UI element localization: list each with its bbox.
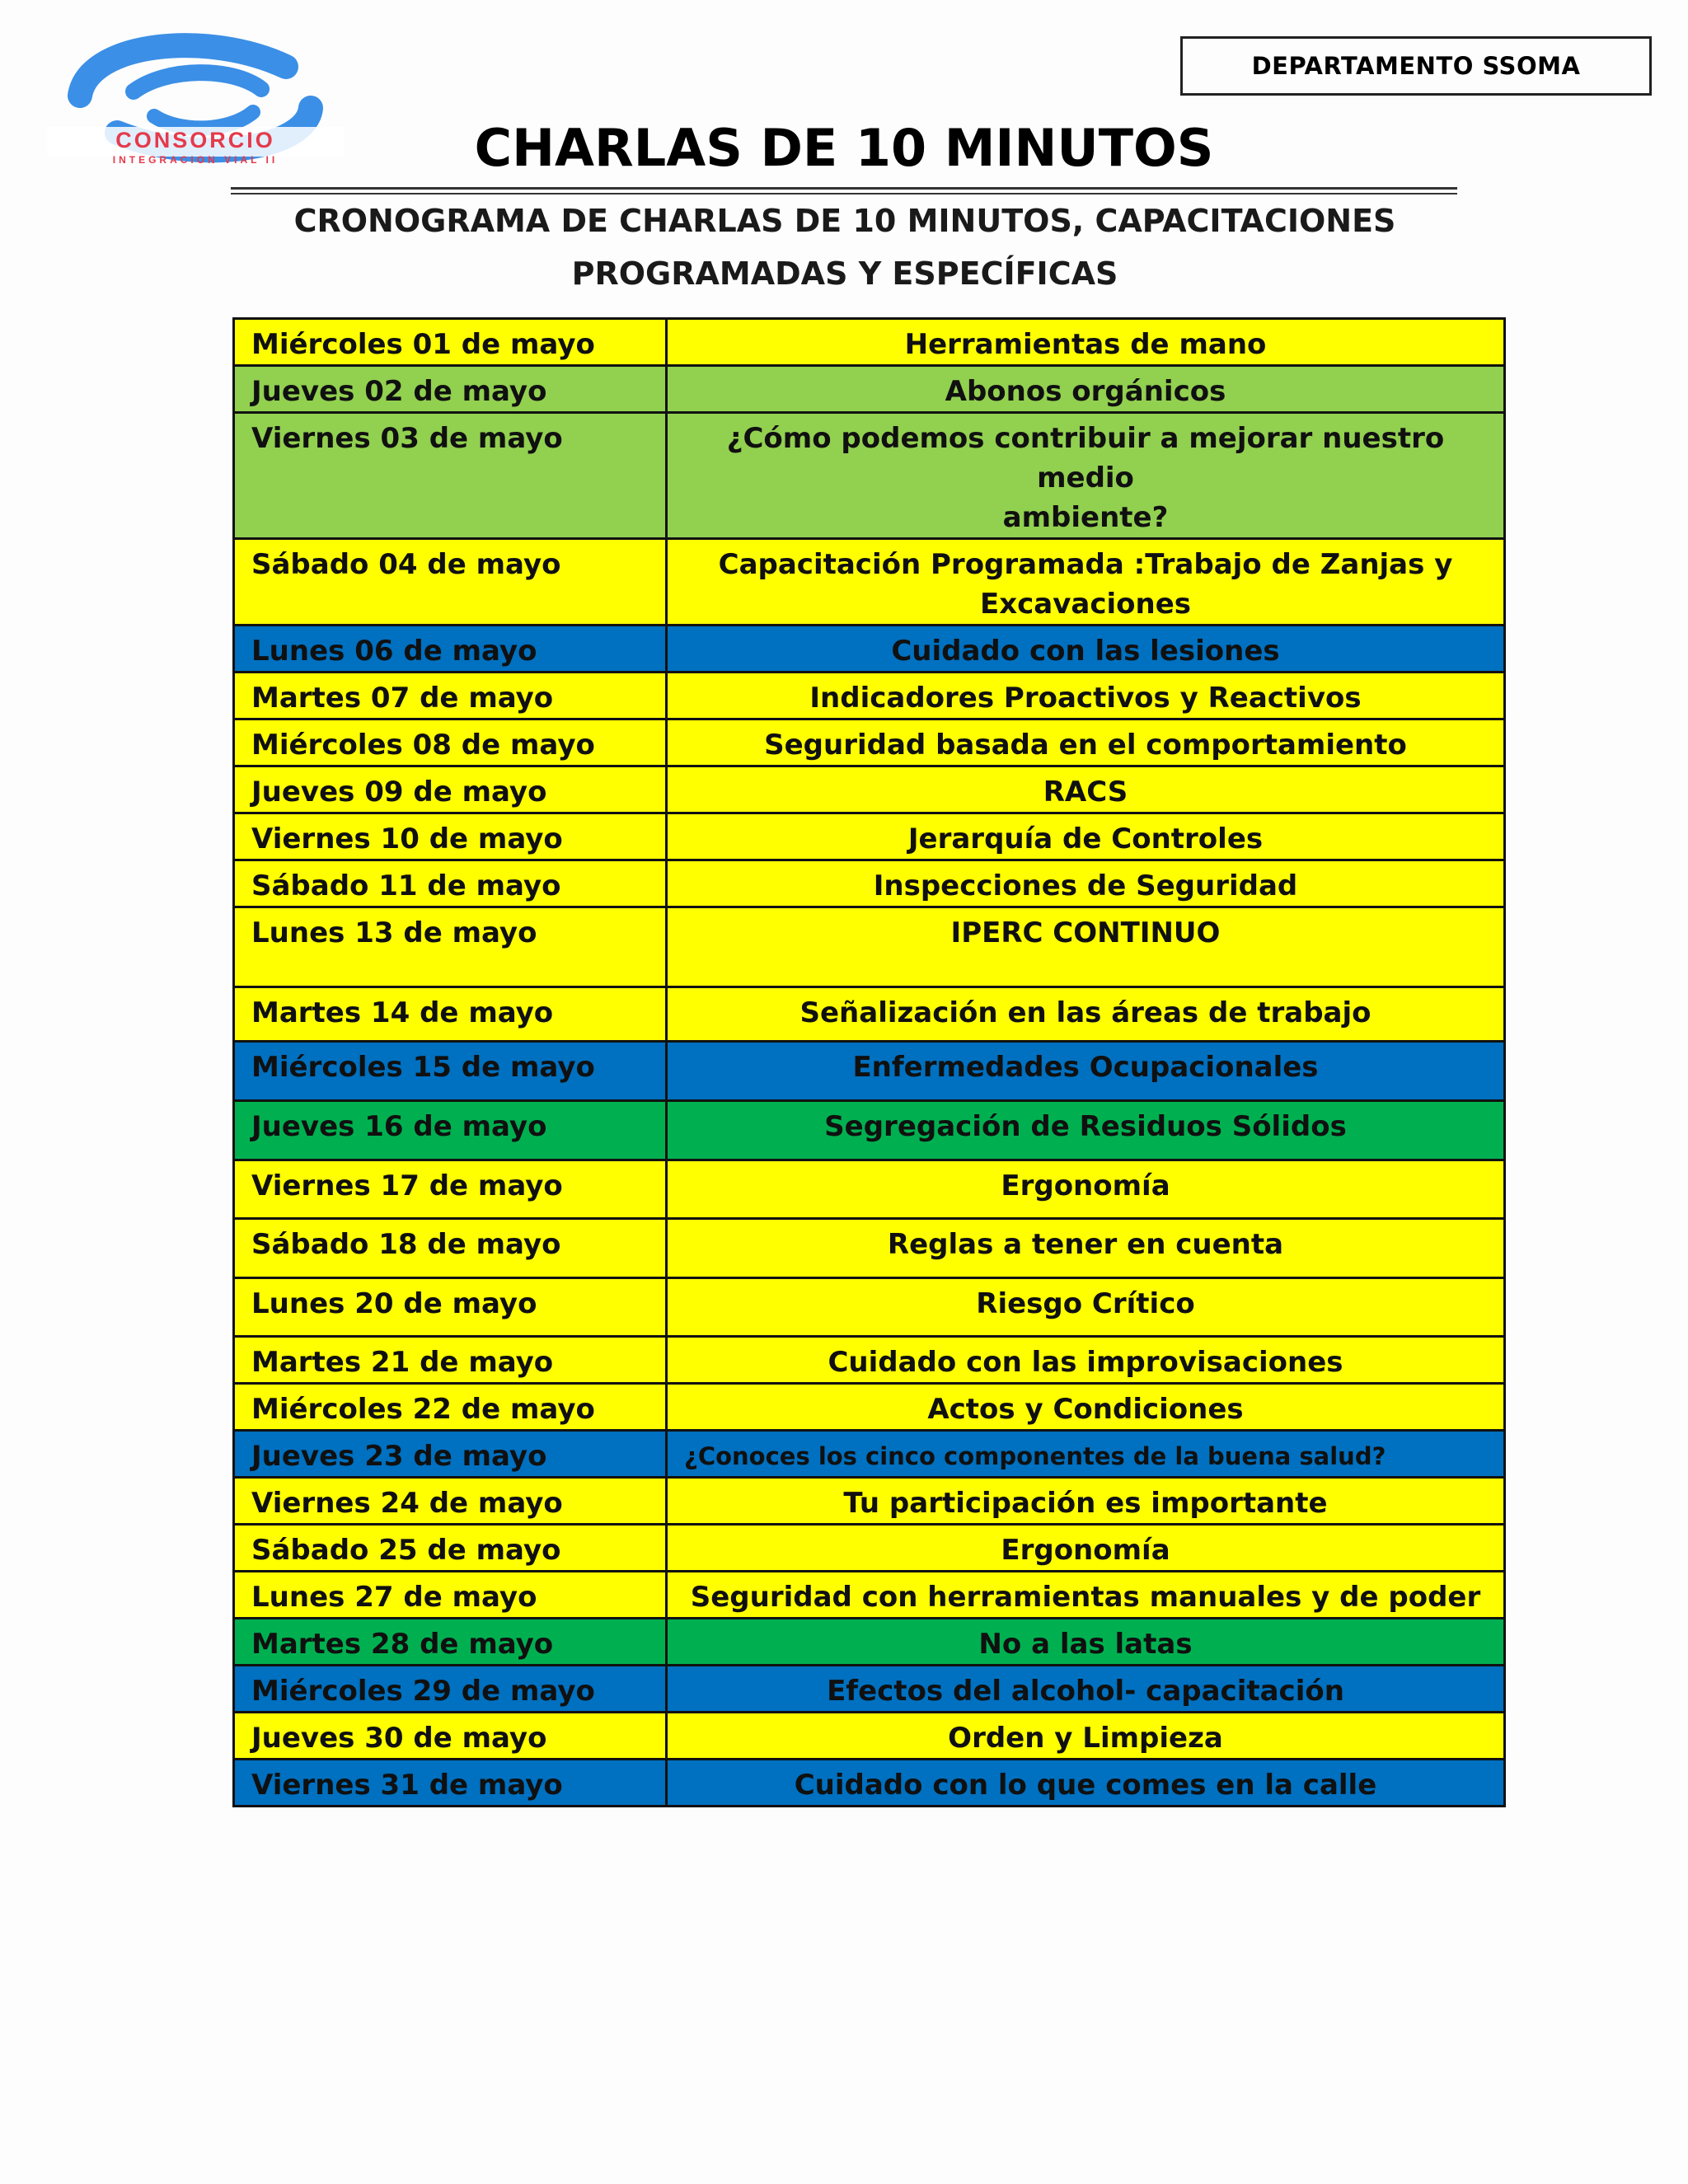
topic-line: ambiente? (1002, 501, 1169, 534)
topic-cell: RACS (667, 766, 1505, 813)
topic-cell: Enfermedades Ocupacionales (667, 1042, 1505, 1101)
date-cell: Viernes 24 de mayo (234, 1478, 667, 1525)
table-row (234, 673, 1505, 719)
date-cell: Sábado 04 de mayo (234, 539, 667, 626)
table-row (234, 1384, 1505, 1431)
title-rule (231, 187, 1457, 190)
date-cell: Sábado 11 de mayo (234, 860, 667, 907)
date-cell: Viernes 03 de mayo (234, 413, 667, 539)
date-cell: Jueves 02 de mayo (234, 366, 667, 413)
table-row (234, 366, 1505, 413)
table-row (234, 766, 1505, 813)
date-cell: Viernes 17 de mayo (234, 1160, 667, 1219)
svg-text:CONSORCIO: CONSORCIO (115, 128, 275, 152)
topic-cell: Ergonomía (667, 1525, 1505, 1572)
date-cell: Miércoles 15 de mayo (234, 1042, 667, 1101)
table-row (234, 1713, 1505, 1760)
date-cell: Martes 21 de mayo (234, 1337, 667, 1384)
topic-cell: Riesgo Crítico (667, 1278, 1505, 1337)
subtitle-line-2: PROGRAMADAS Y ESPECÍFICAS (571, 255, 1118, 292)
date-cell: Miércoles 01 de mayo (234, 319, 667, 366)
table-row (234, 860, 1505, 907)
topic-cell (667, 413, 1505, 539)
subtitle-line-1: CRONOGRAMA DE CHARLAS DE 10 MINUTOS, CAPACITACIONES (293, 203, 1396, 239)
table-row (234, 1042, 1505, 1101)
date-cell: Miércoles 22 de mayo (234, 1384, 667, 1431)
topic-cell: Abonos orgánicos (667, 366, 1505, 413)
topic-cell: Cuidado con las improvisaciones (667, 1337, 1505, 1384)
topic-cell: No a las latas (667, 1619, 1505, 1666)
page-title: CHARLAS DE 10 MINUTOS (474, 118, 1214, 178)
topic-cell: Cuidado con las lesiones (667, 626, 1505, 673)
svg-text:INTEGRACION VIAL II: INTEGRACION VIAL II (112, 154, 279, 166)
topic-cell: Herramientas de mano (667, 319, 1505, 366)
date-cell: Lunes 06 de mayo (234, 626, 667, 673)
date-cell: Jueves 23 de mayo (234, 1431, 667, 1478)
table-row (234, 719, 1505, 766)
topic-line: ¿Cómo podemos contribuir a mejorar nuestro medio (726, 422, 1445, 494)
topic-cell: Cuidado con lo que comes en la calle (667, 1760, 1505, 1807)
table-row (234, 1525, 1505, 1572)
department-label: DEPARTAMENTO SSOMA (1180, 36, 1652, 96)
table-row (234, 907, 1505, 987)
table-row (234, 1431, 1505, 1478)
date-cell: Jueves 30 de mayo (234, 1713, 667, 1760)
table-row (234, 413, 1505, 539)
topic-cell: Seguridad con herramientas manuales y de poder (667, 1572, 1505, 1619)
topic-cell: Efectos del alcohol- capacitación (667, 1666, 1505, 1713)
topic-cell: ¿Conoces los cinco componentes de la buena salud? (667, 1431, 1505, 1478)
table-row (234, 1572, 1505, 1619)
date-cell: Jueves 09 de mayo (234, 766, 667, 813)
date-cell: Martes 28 de mayo (234, 1619, 667, 1666)
date-cell: Viernes 10 de mayo (234, 813, 667, 860)
date-cell: Lunes 27 de mayo (234, 1572, 667, 1619)
table-row (234, 1101, 1505, 1160)
table-row (234, 1219, 1505, 1278)
date-cell: Lunes 13 de mayo (234, 907, 667, 987)
table-row (234, 1478, 1505, 1525)
topic-cell: Ergonomía (667, 1160, 1505, 1219)
table-row (234, 1666, 1505, 1713)
date-cell: Sábado 18 de mayo (234, 1219, 667, 1278)
date-cell: Miércoles 29 de mayo (234, 1666, 667, 1713)
date-cell: Jueves 16 de mayo (234, 1101, 667, 1160)
table-row (234, 987, 1505, 1042)
table-row (234, 539, 1505, 626)
table-row (234, 1278, 1505, 1337)
page-subtitle (247, 194, 1442, 300)
topic-cell: Inspecciones de Seguridad (667, 860, 1505, 907)
topic-cell: Reglas a tener en cuenta (667, 1219, 1505, 1278)
date-cell: Miércoles 08 de mayo (234, 719, 667, 766)
topic-cell: Indicadores Proactivos y Reactivos (667, 673, 1505, 719)
date-cell: Martes 14 de mayo (234, 987, 667, 1042)
topic-cell: Orden y Limpieza (667, 1713, 1505, 1760)
table-row (234, 1619, 1505, 1666)
topic-line: Excavaciones (979, 588, 1192, 621)
date-cell: Sábado 25 de mayo (234, 1525, 667, 1572)
table-row (234, 1337, 1505, 1384)
topic-cell: Jerarquía de Controles (667, 813, 1505, 860)
date-cell: Martes 07 de mayo (234, 673, 667, 719)
table-row (234, 1160, 1505, 1219)
topic-cell: Señalización en las áreas de trabajo (667, 987, 1505, 1042)
date-cell: Lunes 20 de mayo (234, 1278, 667, 1337)
topic-cell (667, 539, 1505, 626)
schedule-table (232, 317, 1506, 1807)
table-row (234, 319, 1505, 366)
topic-line: Capacitación Programada :Trabajo de Zanjas y (718, 548, 1453, 581)
topic-cell: IPERC CONTINUO (667, 907, 1505, 987)
table-row (234, 1760, 1505, 1807)
table-row (234, 626, 1505, 673)
topic-cell: Segregación de Residuos Sólidos (667, 1101, 1505, 1160)
table-row (234, 813, 1505, 860)
date-cell: Viernes 31 de mayo (234, 1760, 667, 1807)
topic-cell: Tu participación es importante (667, 1478, 1505, 1525)
topic-cell: Actos y Condiciones (667, 1384, 1505, 1431)
topic-cell: Seguridad basada en el comportamiento (667, 719, 1505, 766)
